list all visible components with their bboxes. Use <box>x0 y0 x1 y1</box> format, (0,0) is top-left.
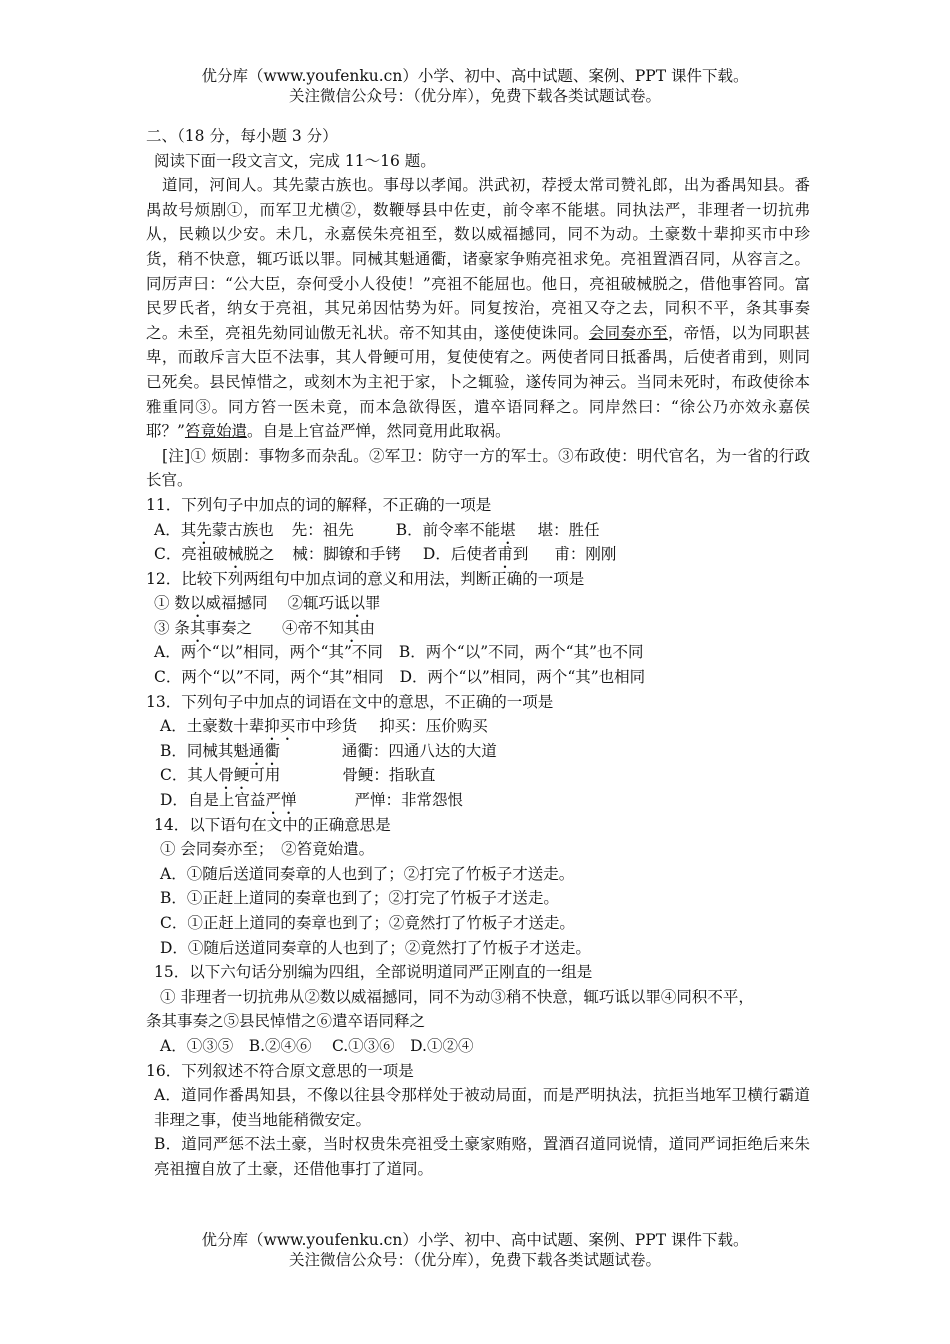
footer-line-1: 优分库（www.youfenku.cn）小学、初中、高中试题、案例、PPT 课件下载。 <box>201 1231 749 1249</box>
section-title: 二、（18 分，每小题 3 分） <box>146 127 338 145</box>
q11-options-ab <box>146 518 810 543</box>
q13-d-gloss: 严惮：非常怨恨 <box>354 791 463 810</box>
header-line-2: 关注微信公众号：（优分库），免费下载各类试题试卷。 <box>288 87 661 105</box>
passage-note: [注]① 烦剧：事物多而杂乱。②军卫：防守一方的军士。③布政使：明代官名，为一省的行政长官。 <box>146 446 810 490</box>
q12-sentences-12 <box>146 591 810 616</box>
q12-options-ab <box>146 640 810 665</box>
q12-s1-pre: ① 数 <box>154 594 190 613</box>
passage-text-3: 。自是上官益严惮，然同竟用此取祸。 <box>246 422 511 441</box>
q11-options-cd <box>146 542 810 567</box>
q12-options-cd <box>146 665 810 690</box>
underlined-phrase-2: 笞竟始遣 <box>184 422 247 441</box>
q11-c-pre: C．亮祖破 <box>154 545 228 564</box>
q11-c-dot: 械 <box>227 545 244 564</box>
q14-option-c: C．①正赶上道同的奏章也到了；②竟然打了竹板子才送走。 <box>160 914 575 932</box>
header-line-1: 优分库（www.youfenku.cn）小学、初中、高中试题、案例、PPT 课件下载。 <box>201 67 749 85</box>
q12-s3-dot: 其 <box>189 618 206 637</box>
page-footer <box>0 1230 950 1270</box>
q11-d-gloss: 甫：刚刚 <box>554 545 617 564</box>
q11-c-post: 脱之 <box>243 545 275 564</box>
q11-b-pre: B．前令率不能 <box>395 520 501 539</box>
q13-b-pre: B．同械其魁 <box>160 741 249 760</box>
q15-options: A．①③⑤ B.②④⑥ C.①③⑥ D.①②④ <box>160 1036 474 1055</box>
q15-stem: 15．以下六句话分别编为四组，全部说明道同严正刚直的一组是 <box>154 963 593 982</box>
q14-items: ① 会同奏亦至； ②笞竟始遣。 <box>160 840 375 859</box>
q13-option-b <box>146 739 810 764</box>
q12-s2-dot: 以 <box>349 594 365 613</box>
q13-a-dot: 抑买 <box>264 717 296 736</box>
page-header <box>0 66 950 106</box>
q15-items-line-1: ① 非理者一切抗弗从②数以威福撼同，同不为动③稍不快意，辄巧诋以罪④同积不平， <box>160 987 754 1006</box>
q14-option-d: D．①随后送道同奏章的人也到了；②竟然打了竹板子才送走。 <box>160 938 591 957</box>
q13-a-pre: A．土豪数十辈 <box>160 717 265 736</box>
q12-s2-post: 罪 <box>365 594 381 613</box>
q14-option-a: A．①随后送道同奏章的人也到了；②打完了竹板子才送走。 <box>160 864 575 883</box>
q13-b-gloss: 通衢：四通八达的大道 <box>341 741 497 760</box>
q11-d-pre: D．后使者 <box>422 545 498 564</box>
q12-s3-pre: ③ 条 <box>154 618 190 637</box>
q12-option-d: D．两个“以”相同，两个“其”也相同 <box>399 668 646 687</box>
q13-option-c <box>146 763 810 788</box>
passage-text-2: ，帝悟，以为同职甚卑，而敢斥言大臣不法事，其人骨鲠可用，复使使宥之。两使者同日抵番禺，后使者甫到，则同已死矣。县民悼惜之，或刻木为主祀于家，卜之辄验，遂传同为神云。当同未死时，布政使徐本雅重同③。同方笞一医未竟，而本急欲得医，遣卒语同释之。同岸然曰：“徐公乃亦效永嘉侯耶？” <box>146 323 810 441</box>
q12-option-a: A．两个“以”相同，两个“其”不同 <box>154 643 383 662</box>
q13-c-post: 可用 <box>249 766 281 785</box>
q13-d-pre: D．自是上官益 <box>160 791 266 810</box>
q11-a-gloss: 先：祖先 <box>291 520 354 539</box>
exam-content <box>146 124 810 1182</box>
q16-option-b: B．道同严惩不法土豪，当时权贵朱亮祖受土豪家贿赂，置酒召道同说情，道同严词拒绝后来朱亮祖擅自放了土豪，还借他事打了道同。 <box>154 1135 810 1178</box>
q12-s4-dot: 其 <box>343 618 360 637</box>
underlined-phrase-1: 会同奏亦至 <box>588 323 668 342</box>
q13-c-dot: 骨鲠 <box>218 766 250 785</box>
q16-stem: 16．下列叙述不符合原文意思的一项是 <box>146 1061 414 1080</box>
q13-option-d <box>146 788 810 813</box>
q11-c-gloss: 械：脚镣和手铐 <box>292 545 401 564</box>
q12-s4-post: 由 <box>359 618 376 637</box>
section-instruction: 阅读下面一段文言文，完成 11～16 题。 <box>154 151 436 170</box>
q12-option-c: C．两个“以”不同，两个“其”相同 <box>154 668 384 687</box>
q11-a-post: 蒙古族也 <box>211 520 274 539</box>
q13-a-post: 市中珍货 <box>295 717 358 736</box>
q12-stem: 12．比较下列两组句中加点词的意义和用法，判断正确的一项是 <box>146 569 585 588</box>
q16-option-a: A．道同作番禺知县，不像以往县令那样处于被动局面，而是严明执法，抗拒当地军卫横行霸道非理之事，使当地能稍微安定。 <box>154 1086 810 1129</box>
q12-s1-post: 威福撼同 <box>205 594 268 613</box>
q12-sentences-34 <box>146 616 810 641</box>
q13-b-dot: 通衢 <box>248 741 280 760</box>
q11-b-dot: 堪 <box>500 520 516 539</box>
q12-s1-dot: 以 <box>189 594 206 613</box>
q13-option-a <box>146 714 810 739</box>
q14-option-b: B．①正赶上道同的奏章也到了；②打完了竹板子才送走。 <box>160 889 559 908</box>
q11-d-dot: 甫 <box>497 545 513 564</box>
q15-items-line-2: 条其事奏之⑤县民悼惜之⑥遣卒语同释之 <box>146 1012 426 1031</box>
q12-s2-pre: ②辄巧诋 <box>287 594 350 613</box>
q12-s4-pre: ④帝不知 <box>281 618 344 637</box>
q13-stem: 13．下列句子中加点的词语在文中的意思，不正确的一项是 <box>146 692 554 711</box>
q12-s3-post: 事奏之 <box>205 618 252 637</box>
passage-text-1: 道同，河间人。其先蒙古族也。事母以孝闻。洪武初，荐授太常司赞礼郎，出为番禺知县。番禺故号烦剧①，而军卫尤横②，数鞭辱县中佐吏，前令率不能堪。同执法严，非理者一切抗弗从，民赖以少安。未几，永嘉侯朱亮祖至，数以威福撼同，同不为动。土豪数十辈抑买市中珍货，稍不快意，辄巧诋以罪。同械其魁通衢，诸豪家争贿亮祖求免。亮祖置酒召同，从容言之。同厉声曰：“公大臣，奈何受小人役使！”亮祖不能屈也。他日，亮祖破械脱之，借他事笞同。富民罗氏者，纳女于亮祖，其兄弟因怙势为奸。同复按治，亮祖又夺之去，同积不平，条其事奏之。未至，亮祖先劾同讪傲无礼状。帝不知其由，遂使使诛同。 <box>146 176 810 342</box>
q13-c-pre: C．其人 <box>160 766 219 785</box>
q11-b-gloss: 堪：胜任 <box>537 520 600 539</box>
q11-a-dot: 先 <box>196 520 212 539</box>
q11-a-pre: A．其 <box>154 520 197 539</box>
q14-stem: 14．以下语句在文中的正确意思是 <box>154 815 391 834</box>
q13-d-dot: 严惮 <box>265 791 297 810</box>
q11-stem: 11．下列句子中加点的词的解释，不正确的一项是 <box>146 495 492 514</box>
q13-c-gloss: 骨鲠：指耿直 <box>342 766 436 785</box>
q13-a-gloss: 抑买：压价购买 <box>379 717 488 736</box>
q12-option-b: B．两个“以”不同，两个“其”也不同 <box>398 643 644 662</box>
footer-line-2: 关注微信公众号：（优分库），免费下载各类试题试卷。 <box>288 1251 661 1269</box>
q11-d-post: 到 <box>512 545 529 564</box>
passage <box>146 173 810 444</box>
